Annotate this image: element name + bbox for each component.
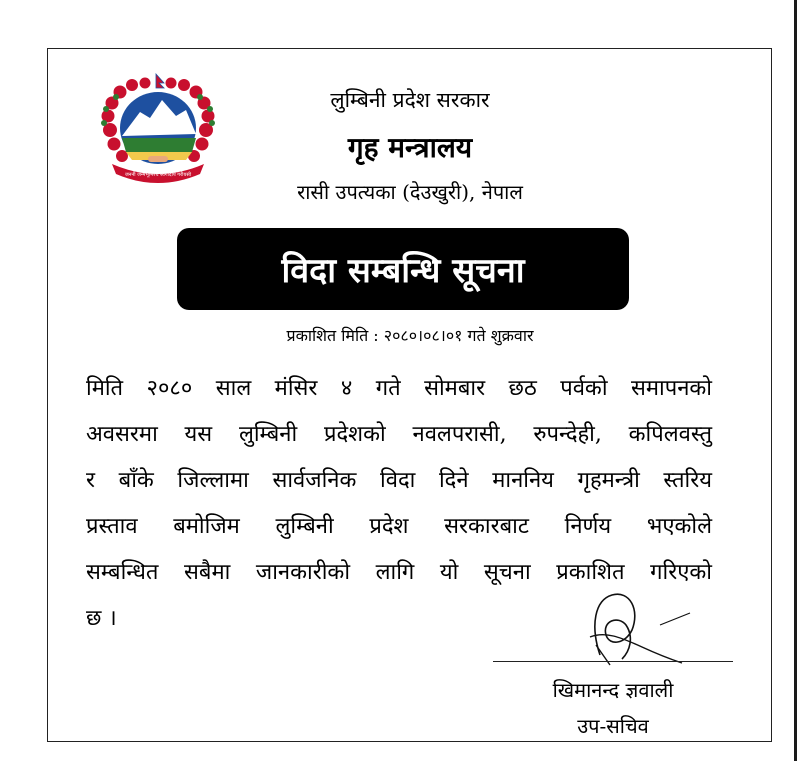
government-name: लुम्बिनी प्रदेश सरकार [330, 88, 490, 112]
body-line-6: छ । [86, 606, 117, 631]
body-line-5: सम्बन्धित सबैमा जानकारीको लागि यो सूचना प्रकाशित गरिएको [86, 560, 712, 585]
svg-text:जननी जन्मभूमिश्च स्वर्गादपि गर: जननी जन्मभूमिश्च स्वर्गादपि गरीयसी [124, 172, 192, 178]
body-line-1: मिति २०८० साल मंसिर ४ गते सोमबार छठ पर्वको समापनको [86, 376, 712, 401]
published-date: प्रकाशित मिति : २०८०।०८।०१ गते शुक्रवार [286, 326, 534, 345]
notice-title-banner [177, 228, 629, 310]
notice-title: विदा सम्बन्धि सूचना [281, 251, 525, 291]
page-edge [794, 0, 797, 761]
office-location: रासी उपत्यका (देउखुरी), नेपाल [297, 180, 523, 204]
signatory-name: खिमानन्द ज्ञवाली [552, 678, 674, 702]
signatory-designation: उप-सचिव [577, 714, 649, 738]
body-line-3: र बाँके जिल्लामा सार्वजनिक विदा दिने माननिय गृहमन्त्री स्तरिय [86, 468, 712, 493]
body-line-4: प्रस्ताव बमोजिम लुम्बिनी प्रदेश सरकारबाट निर्णय भएकोले [86, 514, 712, 539]
signature-line [493, 661, 733, 662]
ministry-name: गृह मन्त्रालय [347, 131, 473, 164]
handwritten-signature [560, 585, 700, 685]
body-line-2: अवसरमा यस लुम्बिनी प्रदेशको नवलपरासी, रुपन्देही, कपिलवस्तु [86, 422, 712, 447]
